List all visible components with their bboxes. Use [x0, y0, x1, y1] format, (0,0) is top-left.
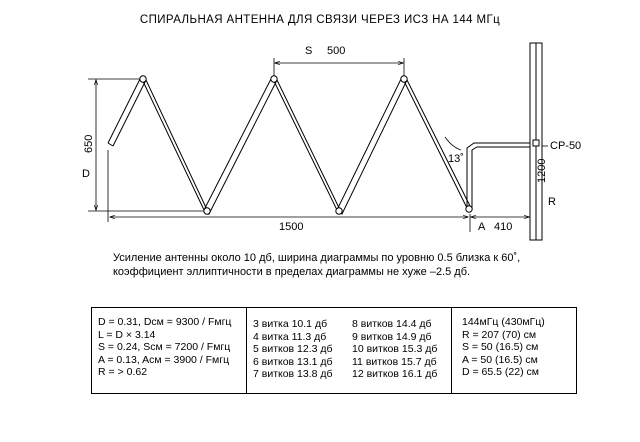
size-row: 144мГц (430мГц)	[462, 316, 545, 328]
s-dimension	[274, 58, 404, 76]
size-row: S = 50 (16.5) см	[462, 341, 539, 354]
gain-row: 10 витков 15.3 дб	[352, 343, 438, 356]
gains-right	[352, 318, 451, 393]
gain-row: 6 витков 13.1 дб	[253, 355, 333, 368]
diagram-title: СПИРАЛЬНАЯ АНТЕННА ДЛЯ СВЯЗИ ЧЕРЕЗ ИСЗ НА 144 МГц	[139, 14, 501, 26]
gain-row: 9 витков 14.9 дб	[352, 330, 432, 343]
connector-box	[533, 140, 539, 146]
formula-row: A = 0.13, Aсм = 3900 / Fмгц	[98, 353, 230, 366]
gains-left	[253, 318, 352, 393]
helix-joints	[140, 76, 472, 214]
gains-column	[247, 308, 452, 393]
angle-arc	[445, 137, 461, 150]
length-label: 1500	[279, 221, 304, 233]
ellipticity-note: коэффициент эллиптичности в пределах диаграммы не хуже –2.5 дб.	[113, 266, 471, 278]
gain-row: 12 витков 16.1 дб	[352, 368, 438, 381]
gain-row: 5 витков 12.3 дб	[253, 343, 333, 356]
gain-row: 3 витка 10.1 дб	[253, 318, 328, 330]
gain-row: 8 витков 14.4 дб	[352, 318, 432, 330]
size-row: R = 207 (70) см	[462, 328, 537, 341]
r-label: R	[548, 196, 556, 208]
connector-label: CP-50	[550, 140, 582, 152]
gain-row: 7 витков 13.8 дб	[253, 368, 333, 381]
parameters-table	[91, 307, 577, 394]
s-value: 500	[327, 45, 346, 57]
formula-row: S = 0.24, Sсм = 7200 / Fмгц	[98, 341, 231, 354]
s-label: S	[305, 45, 313, 57]
sizes-column	[452, 308, 576, 393]
formula-row: D = 0.31, Dсм = 9300 / Fмгц	[98, 316, 232, 328]
formulas-column	[92, 308, 247, 393]
height-label: 650	[83, 134, 95, 153]
d-label: D	[82, 168, 90, 180]
gain-note: Усиление антенны около 10 дб, ширина диаграммы по уровню 0.5 близка к 60˚,	[113, 252, 521, 264]
size-row: A = 50 (16.5) см	[462, 353, 538, 366]
formula-row: L = D × 3.14	[98, 328, 156, 341]
height-dimension	[88, 79, 204, 211]
reflector-size: 1200	[536, 158, 548, 183]
gain-row: 4 витка 11.3 дб	[253, 330, 327, 343]
size-row: D = 65.5 (22) см	[462, 366, 539, 379]
gain-row: 11 витков 15.7 дб	[352, 355, 437, 368]
angle-label: 13˚	[448, 153, 464, 165]
formula-row: R = > 0.62	[98, 366, 148, 379]
helix-conductor	[108, 77, 535, 214]
a-label: A	[478, 221, 486, 233]
a-value: 410	[494, 221, 513, 233]
